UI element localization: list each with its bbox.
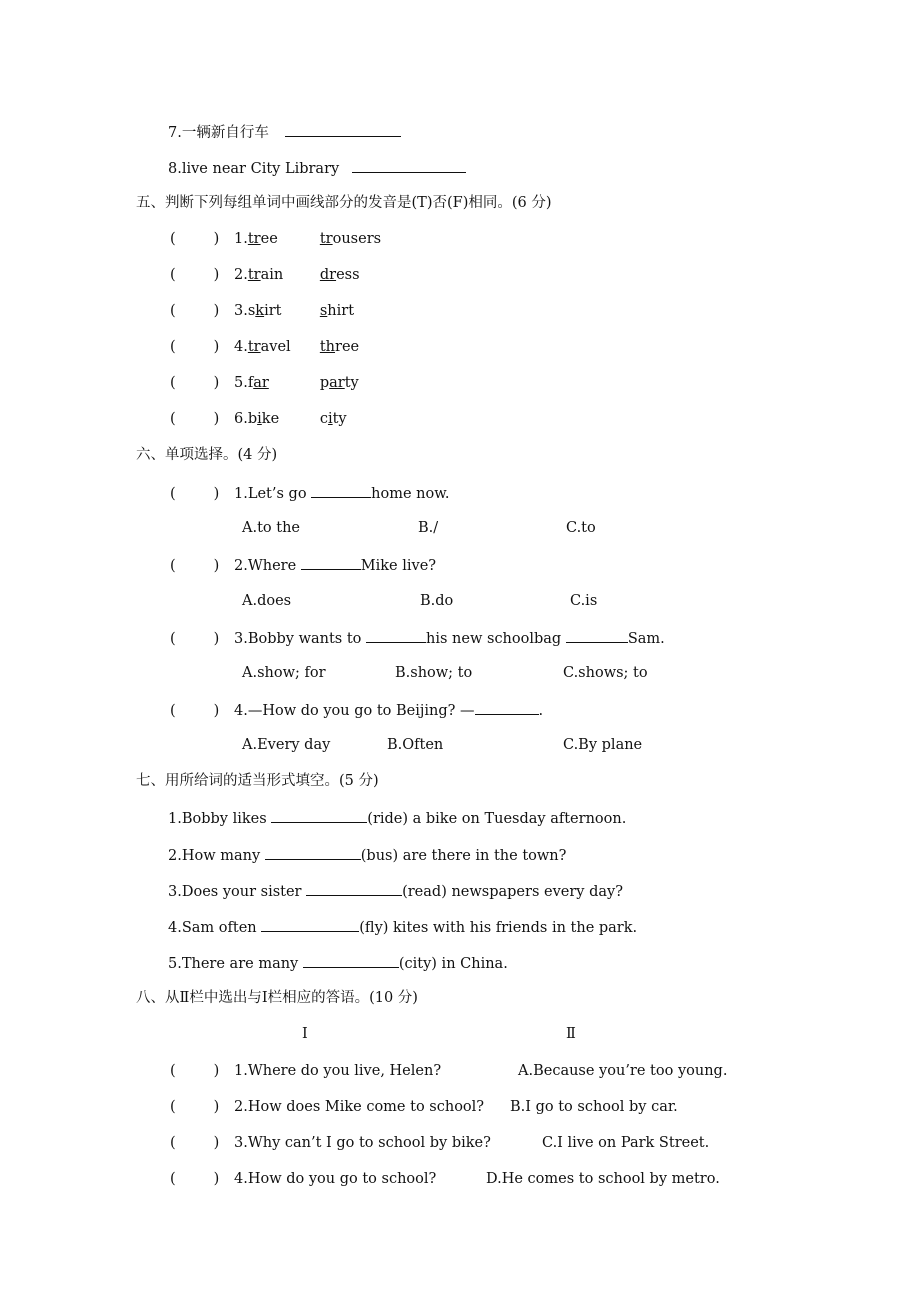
mc-question-4: ( ) 4.—How do you go to Beijing? — . xyxy=(170,699,543,721)
match-row-4: ( ) 4.How do you go to school? D.He comes to school by metro. xyxy=(170,1171,720,1187)
match-row-2: ( ) 2.How does Mike come to school? B.I go to school by car. xyxy=(170,1099,678,1115)
item-7-text: 7.一辆新自行车 xyxy=(168,125,269,141)
section-8-title: 八、从Ⅱ栏中选出与Ⅰ栏相应的答语。(10 分) xyxy=(136,990,418,1006)
item-7 xyxy=(168,121,401,143)
column-1-heading: Ⅰ xyxy=(302,1026,308,1042)
option-c[interactable]: C.to xyxy=(566,520,596,536)
answer-blank[interactable] xyxy=(285,121,401,137)
match-row-1: ( ) 1.Where do you live, Helen? A.Because you’re too young. xyxy=(170,1063,728,1079)
option-a[interactable]: A.to the xyxy=(242,520,300,536)
option-b[interactable]: B.do xyxy=(420,593,454,609)
phonics-row: ( ) 1.tree trousers xyxy=(170,231,382,247)
answer-blank[interactable] xyxy=(352,157,466,173)
answer-blank[interactable] xyxy=(301,554,361,570)
mc-question-1: ( ) 1.Let’s go home now. xyxy=(170,482,450,504)
phonics-row: ( ) 2.train dress xyxy=(170,267,360,283)
option-b[interactable]: B./ xyxy=(418,520,439,536)
option-c[interactable]: C.is xyxy=(570,593,598,609)
fill-item-4: 4.Sam often (fly) kites with his friends in the park. xyxy=(168,916,637,938)
answer-blank[interactable] xyxy=(303,952,399,968)
fill-item-1: 1.Bobby likes (ride) a bike on Tuesday afternoon. xyxy=(168,807,626,829)
answer-blank[interactable] xyxy=(261,916,359,932)
mc-options-2 xyxy=(242,591,597,611)
phonics-row: ( ) 4.travel three xyxy=(170,339,360,355)
fill-item-2: 2.How many (bus) are there in the town? xyxy=(168,844,566,866)
option-c[interactable]: C.shows; to xyxy=(563,665,648,681)
answer-blank[interactable] xyxy=(311,482,371,498)
section-5-title: 五、判断下列每组单词中画线部分的发音是(T)否(F)相同。(6 分) xyxy=(136,195,552,211)
answer-blank[interactable] xyxy=(306,880,402,896)
phonics-row: ( ) 6.bike city xyxy=(170,411,347,427)
answer-blank[interactable] xyxy=(475,699,539,715)
mc-question-2: ( ) 2.Where Mike live? xyxy=(170,554,436,576)
item-8 xyxy=(168,157,466,179)
fill-item-3: 3.Does your sister (read) newspapers every day? xyxy=(168,880,623,902)
mc-options-1 xyxy=(242,518,596,538)
phonics-row: ( ) 5.far party xyxy=(170,375,359,391)
option-b[interactable]: B.show; to xyxy=(395,665,473,681)
answer-blank[interactable] xyxy=(366,627,426,643)
mc-question-3: ( ) 3.Bobby wants to his new schoolbag Sam. xyxy=(170,627,665,649)
section-6-title: 六、单项选择。(4 分) xyxy=(136,447,278,463)
option-a[interactable]: A.show; for xyxy=(242,665,326,681)
answer-blank[interactable] xyxy=(271,807,367,823)
option-c[interactable]: C.By plane xyxy=(563,737,643,753)
mc-options-3 xyxy=(242,663,648,683)
fill-item-5: 5.There are many (city) in China. xyxy=(168,952,508,974)
match-row-3: ( ) 3.Why can’t I go to school by bike? C.I live on Park Street. xyxy=(170,1135,710,1151)
section-7-title: 七、用所给词的适当形式填空。(5 分) xyxy=(136,773,379,789)
column-2-heading: Ⅱ xyxy=(566,1026,576,1042)
option-a[interactable]: A.does xyxy=(242,593,292,609)
answer-blank[interactable] xyxy=(265,844,361,860)
mc-options-4 xyxy=(242,735,642,755)
phonics-row: ( ) 3.skirt shirt xyxy=(170,303,355,319)
answer-blank[interactable] xyxy=(566,627,628,643)
item-8-text: 8.live near City Library xyxy=(168,161,340,177)
option-b[interactable]: B.Often xyxy=(387,737,444,753)
option-a[interactable]: A.Every day xyxy=(242,737,331,753)
